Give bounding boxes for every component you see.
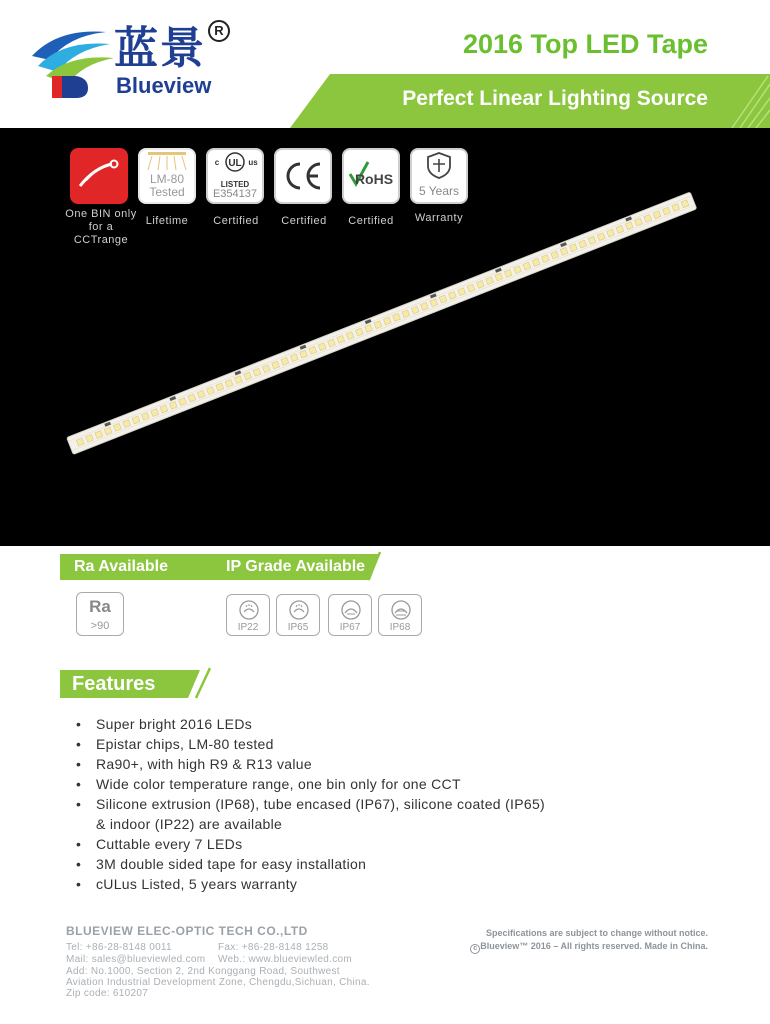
feature-item: • cULus Listed, 5 years warranty bbox=[76, 874, 696, 894]
page-title: 2016 Top LED Tape bbox=[462, 29, 708, 59]
feature-item: • Super bright 2016 LEDs bbox=[76, 714, 696, 734]
svg-text:us: us bbox=[248, 158, 258, 167]
feature-item: • Epistar chips, LM-80 tested bbox=[76, 734, 696, 754]
rohs-icon bbox=[342, 148, 400, 204]
ip22-badge: IP22 bbox=[226, 594, 270, 636]
footer-mail[interactable]: Mail: sales@blueviewled.com bbox=[66, 954, 206, 965]
svg-text:UL: UL bbox=[228, 158, 242, 169]
logo-chinese-text: 蓝景 bbox=[114, 23, 206, 74]
band-decoration bbox=[710, 74, 770, 128]
blueview-logo-icon bbox=[28, 26, 118, 100]
footer-address-line1: Add: No.1000, Section 2, 2nd Konggang Road, Southwest bbox=[66, 966, 340, 977]
features-bar-slash bbox=[190, 666, 214, 702]
features-list bbox=[76, 714, 696, 894]
cert-label-warranty: Warranty bbox=[414, 212, 464, 224]
logo-english-text: Blueview bbox=[116, 73, 212, 98]
footer-zip: Zip code: 610207 bbox=[66, 988, 149, 999]
bin-curve-icon bbox=[70, 148, 128, 204]
ip68-badge: IP68 bbox=[378, 594, 422, 636]
feature-item: • Cuttable every 7 LEDs bbox=[76, 834, 696, 854]
feature-item: • 3M double sided tape for easy installation bbox=[76, 854, 696, 874]
footer-tel: Tel: +86-28-8148 0011 bbox=[66, 942, 172, 953]
footer-web[interactable]: Web.: www.blueviewled.com bbox=[218, 954, 353, 965]
ce-icon bbox=[274, 148, 332, 204]
ip-section-title: IP Grade Available bbox=[226, 558, 366, 575]
warranty-shield-icon: 5 Years bbox=[410, 148, 468, 204]
company-name: BLUEVIEW ELEC-OPTIC TECH CO.,LTD bbox=[66, 924, 308, 938]
cert-label-rohs: Certified bbox=[348, 215, 394, 227]
ip-drop-icon bbox=[340, 599, 362, 621]
svg-text:RoHS: RoHS bbox=[354, 171, 394, 187]
cert-label-ul: Certified bbox=[213, 215, 259, 227]
cert-label-ce: Certified bbox=[281, 215, 327, 227]
footer-notice: Specifications are subject to change without notice. bbox=[485, 928, 708, 938]
ra-badge: Ra >90 bbox=[76, 592, 124, 636]
lm80-icon: LM-80 Tested bbox=[138, 148, 196, 204]
feature-item: • Wide color temperature range, one bin only for one CCT bbox=[76, 774, 696, 794]
ip-drop-icon bbox=[288, 599, 310, 621]
features-title: Features bbox=[72, 673, 156, 695]
footer-copyright: c Blueview™ 2016 – All rights reserved. Made in China. bbox=[470, 940, 708, 954]
ip-drop-icon bbox=[238, 599, 260, 621]
svg-text:c: c bbox=[214, 158, 220, 167]
feature-item: • Ra90+, with high R9 & R13 value bbox=[76, 754, 696, 774]
copyright-icon: c bbox=[470, 944, 480, 954]
footer-fax: Fax: +86-28-8148 1258 bbox=[218, 942, 329, 953]
feature-item: • Silicone extrusion (IP68), tube encased (IP67), silicone coated (IP65) & indoor (IP22) are available bbox=[76, 794, 556, 834]
tagline: Perfect Linear Lighting Source bbox=[402, 87, 708, 110]
ip-drop-icon bbox=[390, 599, 412, 621]
cert-label-lifetime: Lifetime bbox=[145, 215, 189, 227]
ip67-badge: IP67 bbox=[328, 594, 372, 636]
registered-mark: R bbox=[208, 20, 230, 42]
footer-address-line2: Aviation Industrial Development Zone, Chengdu,Sichuan, China. bbox=[66, 977, 370, 988]
ip65-badge: IP65 bbox=[276, 594, 320, 636]
ra-section-title: Ra Available bbox=[74, 558, 168, 575]
page-header bbox=[0, 0, 770, 128]
ul-icon: UL c us LISTED E354137 bbox=[206, 148, 264, 204]
cert-label-bin: One BIN only for a CCTrange bbox=[65, 208, 137, 246]
ra-ip-bar-slash bbox=[364, 550, 384, 584]
